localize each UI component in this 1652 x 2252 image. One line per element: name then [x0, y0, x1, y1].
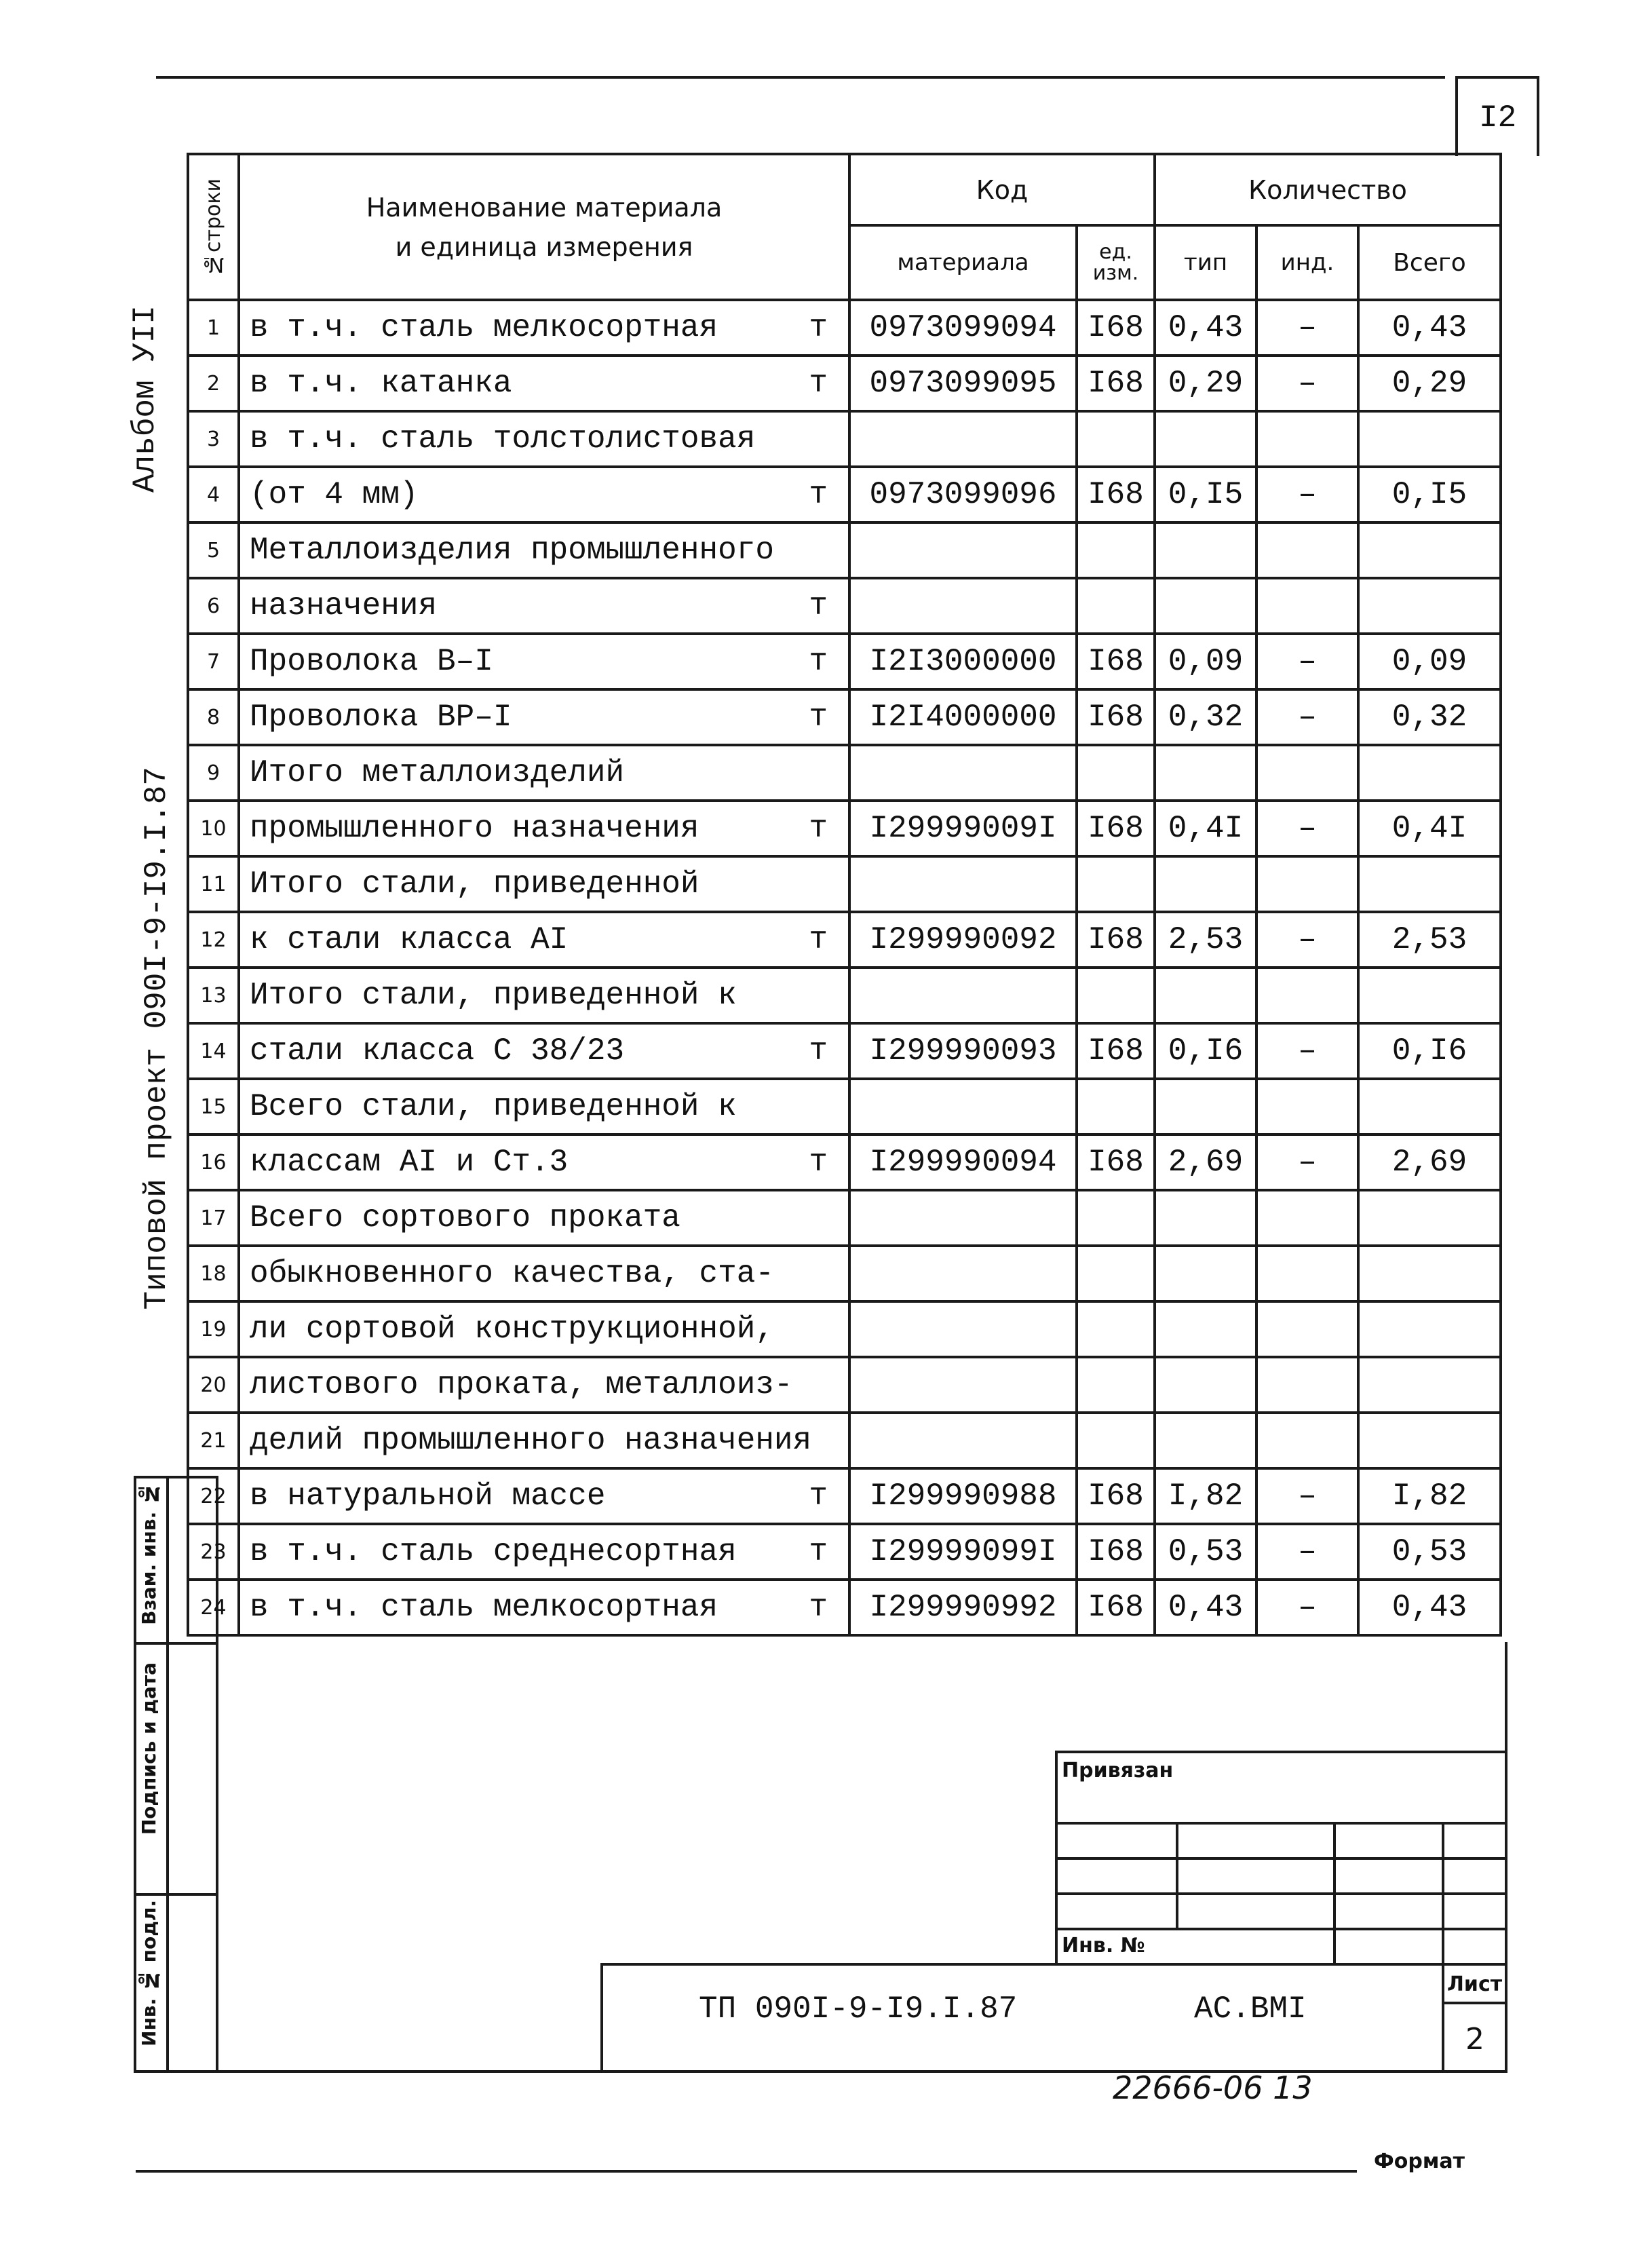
- format-label: Формат: [1374, 2150, 1465, 2173]
- material-name-cell: [239, 1468, 849, 1524]
- unit-label: т: [809, 588, 828, 624]
- table-row: [188, 356, 1501, 411]
- material-name: назначения: [250, 588, 438, 624]
- row-number-cell: 2: [188, 356, 239, 411]
- quantity-cell: [1358, 522, 1501, 578]
- material-code-cell: I299990992: [849, 1580, 1077, 1635]
- quantity-cell: 0,43: [1155, 300, 1256, 356]
- quantity-cell: 0,I5: [1155, 467, 1256, 522]
- row-number-cell: 9: [188, 745, 239, 801]
- left-stamp-outer-left: [134, 1476, 136, 2073]
- row-number-cell: 20: [188, 1357, 239, 1413]
- sheet-value: 2: [1465, 2022, 1484, 2057]
- table-row: [188, 1246, 1501, 1301]
- material-name: Всего стали, приведенной к: [250, 1089, 737, 1124]
- table-row: [188, 1580, 1501, 1635]
- row-number-cell: 16: [188, 1134, 239, 1190]
- row-number-cell: 14: [188, 1023, 239, 1079]
- quantity-cell: 0,I5: [1358, 467, 1501, 522]
- unit-label: т: [809, 811, 828, 846]
- material-code-cell: [849, 578, 1077, 634]
- material-name: классам АI и Ст.3: [250, 1145, 569, 1180]
- quantity-cell: –: [1256, 1023, 1358, 1079]
- table-row: [188, 801, 1501, 856]
- material-code-cell: [849, 1246, 1077, 1301]
- material-name: в т.ч. сталь среднесортная: [250, 1534, 737, 1569]
- qty-total-header: Всего: [1358, 225, 1501, 300]
- quantity-cell: –: [1256, 1524, 1358, 1580]
- quantity-cell: [1256, 745, 1358, 801]
- quantity-cell: 2,69: [1358, 1134, 1501, 1190]
- material-name-cell: [239, 1580, 849, 1635]
- material-name-cell: [239, 745, 849, 801]
- left-stamp-bottom: [134, 2070, 218, 2073]
- quantity-cell: 0,I6: [1358, 1023, 1501, 1079]
- quantity-cell: [1358, 1079, 1501, 1134]
- material-name-cell: [239, 689, 849, 745]
- quantity-cell: 0,43: [1155, 1580, 1256, 1635]
- qty-type-header: тип: [1155, 225, 1256, 300]
- quantity-cell: –: [1256, 300, 1358, 356]
- quantity-cell: [1358, 745, 1501, 801]
- unit-code-cell: I68: [1077, 801, 1155, 856]
- unit-code-cell: I68: [1077, 1580, 1155, 1635]
- material-name-cell: [239, 467, 849, 522]
- material-code-cell: I2I3000000: [849, 634, 1077, 689]
- unit-code-cell: [1077, 1079, 1155, 1134]
- quantity-cell: [1358, 968, 1501, 1023]
- material-name-cell: [239, 1413, 849, 1468]
- material-code-cell: 0973099094: [849, 300, 1077, 356]
- row-number-cell: 21: [188, 1413, 239, 1468]
- quantity-cell: [1155, 856, 1256, 912]
- unit-code-cell: [1077, 522, 1155, 578]
- material-name-cell: [239, 968, 849, 1023]
- left-stamp-sep1: [134, 1642, 218, 1645]
- unit-code-cell: I68: [1077, 634, 1155, 689]
- material-name: Проволока ВР–I: [250, 700, 512, 735]
- quantity-cell: [1155, 1413, 1256, 1468]
- quantity-cell: I,82: [1155, 1468, 1256, 1524]
- quantity-cell: [1358, 1413, 1501, 1468]
- table-row: [188, 467, 1501, 522]
- table-row: [188, 300, 1501, 356]
- unit-code-cell: [1077, 411, 1155, 467]
- unit-code-cell: [1077, 1301, 1155, 1357]
- material-code-cell: [849, 522, 1077, 578]
- frame-right-lower: [1505, 1642, 1507, 2073]
- row-number-cell: 18: [188, 1246, 239, 1301]
- quantity-cell: –: [1256, 1580, 1358, 1635]
- quantity-cell: 0,32: [1155, 689, 1256, 745]
- quantity-cell: [1256, 1079, 1358, 1134]
- quantity-cell: [1155, 578, 1256, 634]
- row-number-cell: 19: [188, 1301, 239, 1357]
- qty-ind-header: инд.: [1256, 225, 1358, 300]
- sheet-number: I2: [1479, 100, 1517, 136]
- material-name: Проволока В–I: [250, 644, 493, 679]
- quantity-cell: [1358, 856, 1501, 912]
- row-number-cell: 5: [188, 522, 239, 578]
- quantity-cell: 0,I6: [1155, 1023, 1256, 1079]
- material-name: в т.ч. сталь толстолистовая: [250, 421, 756, 457]
- table-row: [188, 968, 1501, 1023]
- sheet-box-left: [1455, 76, 1458, 156]
- left-stamp-divider: [166, 1476, 169, 2073]
- material-code-cell: I299990988: [849, 1468, 1077, 1524]
- unit-code-cell: [1077, 745, 1155, 801]
- table-row: [188, 745, 1501, 801]
- project-label: Типовой проект 090I-9-I9.I.87: [139, 767, 174, 1310]
- row-number-cell: 22: [188, 1468, 239, 1524]
- album-label: Альбом УII: [128, 305, 163, 493]
- material-code-cell: [849, 1413, 1077, 1468]
- quantity-cell: 0,53: [1155, 1524, 1256, 1580]
- table-row: [188, 689, 1501, 745]
- sheet-label: Лист: [1447, 1972, 1503, 1996]
- quantity-cell: [1358, 1190, 1501, 1246]
- material-name-cell: [239, 1079, 849, 1134]
- quantity-cell: I,82: [1358, 1468, 1501, 1524]
- quantity-cell: [1155, 1246, 1256, 1301]
- material-name: ли сортовой конструкционной,: [250, 1312, 774, 1347]
- quantity-cell: [1256, 411, 1358, 467]
- quantity-cell: 0,53: [1358, 1524, 1501, 1580]
- unit-code-cell: I68: [1077, 1023, 1155, 1079]
- material-code-cell: I2I4000000: [849, 689, 1077, 745]
- unit-label: т: [809, 477, 828, 512]
- row-number-cell: 15: [188, 1079, 239, 1134]
- unit-code-cell: [1077, 968, 1155, 1023]
- table-row: [188, 1524, 1501, 1580]
- material-code-cell: I29999009I: [849, 801, 1077, 856]
- unit-code-cell: I68: [1077, 467, 1155, 522]
- material-name-cell: [239, 578, 849, 634]
- material-code-cell: [849, 1301, 1077, 1357]
- table-row: [188, 1134, 1501, 1190]
- document-mark: АС.ВМI: [1194, 1991, 1307, 2027]
- unit-label: т: [809, 700, 828, 735]
- quantity-cell: [1155, 1190, 1256, 1246]
- top-border-line: [156, 76, 1445, 79]
- table-row: [188, 411, 1501, 467]
- document-code: ТП 090I-9-I9.I.87: [699, 1991, 1018, 2027]
- quantity-cell: [1155, 745, 1256, 801]
- bottom-page-line: [136, 2170, 1357, 2173]
- unit-label: т: [809, 644, 828, 679]
- quantity-cell: [1358, 1301, 1501, 1357]
- quantity-cell: [1155, 1079, 1256, 1134]
- material-name: Итого стали, приведенной: [250, 866, 699, 902]
- material-name: делий промышленного назначения: [250, 1423, 812, 1458]
- row-number-cell: 7: [188, 634, 239, 689]
- bound-label: Привязан: [1062, 1759, 1174, 1782]
- quantity-cell: 2,69: [1155, 1134, 1256, 1190]
- row-number-cell: 11: [188, 856, 239, 912]
- code-unit-header: ед. изм.: [1077, 225, 1155, 300]
- material-code-cell: I299990094: [849, 1134, 1077, 1190]
- quantity-cell: 0,43: [1358, 1580, 1501, 1635]
- table-row: [188, 1357, 1501, 1413]
- unit-label: т: [809, 922, 828, 957]
- material-code-cell: I299990092: [849, 912, 1077, 968]
- material-name-cell: [239, 912, 849, 968]
- quantity-cell: –: [1256, 634, 1358, 689]
- unit-label: т: [809, 366, 828, 401]
- material-name-cell: [239, 856, 849, 912]
- quantity-cell: [1358, 411, 1501, 467]
- material-code-cell: [849, 411, 1077, 467]
- material-code-cell: I299990093: [849, 1023, 1077, 1079]
- quantity-cell: –: [1256, 912, 1358, 968]
- row-number-cell: 23: [188, 1524, 239, 1580]
- unit-code-cell: [1077, 1246, 1155, 1301]
- quantity-cell: [1358, 1357, 1501, 1413]
- material-name-cell: [239, 1190, 849, 1246]
- materials-table: [187, 153, 1502, 1637]
- inv-original-label: Инв. № подл.: [138, 1900, 160, 2046]
- unit-label: т: [809, 1478, 828, 1514]
- unit-label: т: [809, 310, 828, 345]
- material-name: в т.ч. катанка: [250, 366, 512, 401]
- unit-code-cell: [1077, 1190, 1155, 1246]
- inv-replace-label: Взам. инв. №: [138, 1483, 160, 1625]
- quantity-cell: [1155, 1301, 1256, 1357]
- material-name: Металлоизделия промышленного: [250, 533, 774, 568]
- row-number-cell: 8: [188, 689, 239, 745]
- material-code-cell: [849, 968, 1077, 1023]
- row-number-cell: 1: [188, 300, 239, 356]
- quantity-cell: 0,09: [1358, 634, 1501, 689]
- unit-code-cell: I68: [1077, 912, 1155, 968]
- inv-no-label: Инв. №: [1062, 1934, 1145, 1958]
- unit-code-cell: I68: [1077, 356, 1155, 411]
- table-row: [188, 634, 1501, 689]
- material-name-cell: [239, 356, 849, 411]
- table-row: [188, 1301, 1501, 1357]
- quantity-cell: [1155, 522, 1256, 578]
- table-row: [188, 856, 1501, 912]
- material-name: Итого стали, приведенной к: [250, 978, 737, 1013]
- material-name: стали класса С 38/23: [250, 1033, 625, 1069]
- quantity-cell: 0,4I: [1155, 801, 1256, 856]
- quantity-cell: [1256, 968, 1358, 1023]
- table-row: [188, 1023, 1501, 1079]
- material-name-cell: [239, 522, 849, 578]
- material-name: в т.ч. сталь мелкосортная: [250, 1590, 718, 1625]
- quantity-cell: [1256, 856, 1358, 912]
- quantity-cell: –: [1256, 1468, 1358, 1524]
- frame-bottom: [216, 2070, 1507, 2073]
- quantity-cell: [1256, 1413, 1358, 1468]
- material-name-cell: [239, 1301, 849, 1357]
- unit-code-cell: I68: [1077, 300, 1155, 356]
- left-stamp-sep2: [134, 1893, 218, 1896]
- row-number-cell: 24: [188, 1580, 239, 1635]
- archive-number: 22666-06 13: [1113, 2069, 1313, 2106]
- quantity-cell: [1155, 1357, 1256, 1413]
- table-row: [188, 1413, 1501, 1468]
- quantity-cell: 0,29: [1358, 356, 1501, 411]
- row-number-cell: 12: [188, 912, 239, 968]
- material-name-cell: [239, 801, 849, 856]
- row-number-cell: 3: [188, 411, 239, 467]
- material-name-cell: [239, 411, 849, 467]
- material-name-cell: [239, 300, 849, 356]
- material-code-cell: I29999099I: [849, 1524, 1077, 1580]
- material-code-cell: [849, 1357, 1077, 1413]
- quantity-cell: –: [1256, 1134, 1358, 1190]
- unit-code-cell: [1077, 578, 1155, 634]
- quantity-cell: 0,4I: [1358, 801, 1501, 856]
- unit-code-cell: [1077, 1413, 1155, 1468]
- material-name: Итого металлоизделий: [250, 755, 625, 790]
- row-number-header: №строки: [188, 154, 239, 300]
- unit-label: т: [809, 1590, 828, 1625]
- unit-label: т: [809, 1033, 828, 1069]
- quantity-cell: 0,32: [1358, 689, 1501, 745]
- material-code-cell: [849, 1079, 1077, 1134]
- unit-code-cell: [1077, 856, 1155, 912]
- quantity-cell: [1256, 1190, 1358, 1246]
- quantity-cell: [1256, 1246, 1358, 1301]
- material-name: Всего сортового проката: [250, 1200, 680, 1236]
- material-name: к стали класса АI: [250, 922, 569, 957]
- material-name: листового проката, металлоиз-: [250, 1367, 793, 1402]
- quantity-cell: 0,29: [1155, 356, 1256, 411]
- code-material-header: материала: [849, 225, 1077, 300]
- sheet-box-right: [1537, 76, 1539, 156]
- material-code-cell: [849, 745, 1077, 801]
- quantity-cell: [1155, 411, 1256, 467]
- quantity-cell: –: [1256, 467, 1358, 522]
- table-row: [188, 1468, 1501, 1524]
- row-number-cell: 10: [188, 801, 239, 856]
- material-code-cell: [849, 856, 1077, 912]
- unit-code-cell: I68: [1077, 689, 1155, 745]
- material-code-cell: 0973099096: [849, 467, 1077, 522]
- material-name-cell: [239, 1524, 849, 1580]
- material-name-cell: [239, 1246, 849, 1301]
- sheet-box-top: [1455, 76, 1539, 79]
- signature-date-label: Подпись и дата: [138, 1662, 160, 1835]
- quantity-cell: 0,09: [1155, 634, 1256, 689]
- quantity-cell: [1155, 968, 1256, 1023]
- unit-code-cell: [1077, 1357, 1155, 1413]
- material-name-cell: [239, 1357, 849, 1413]
- row-number-cell: 13: [188, 968, 239, 1023]
- quantity-cell: 2,53: [1358, 912, 1501, 968]
- material-code-cell: 0973099095: [849, 356, 1077, 411]
- quantity-cell: 0,43: [1358, 300, 1501, 356]
- unit-code-cell: I68: [1077, 1134, 1155, 1190]
- material-name-cell: [239, 1023, 849, 1079]
- code-header: Код: [849, 154, 1155, 225]
- quantity-cell: 2,53: [1155, 912, 1256, 968]
- material-name: промышленного назначения: [250, 811, 699, 846]
- material-name-cell: [239, 634, 849, 689]
- material-name: в т.ч. сталь мелкосортная: [250, 310, 718, 345]
- quantity-cell: –: [1256, 356, 1358, 411]
- unit-code-cell: I68: [1077, 1524, 1155, 1580]
- quantity-header: Количество: [1155, 154, 1501, 225]
- table-row: [188, 578, 1501, 634]
- quantity-cell: [1256, 1301, 1358, 1357]
- row-number-cell: 6: [188, 578, 239, 634]
- quantity-cell: [1358, 1246, 1501, 1301]
- frame-left-lower: [216, 1642, 218, 2073]
- table-row: [188, 912, 1501, 968]
- material-name-cell: [239, 1134, 849, 1190]
- unit-label: т: [809, 1534, 828, 1569]
- table-row: [188, 1079, 1501, 1134]
- table-row: [188, 1190, 1501, 1246]
- quantity-cell: [1358, 578, 1501, 634]
- quantity-cell: [1256, 522, 1358, 578]
- quantity-cell: –: [1256, 689, 1358, 745]
- material-name: обыкновенного качества, ста-: [250, 1256, 774, 1291]
- table-row: [188, 522, 1501, 578]
- material-name: в натуральной массе: [250, 1478, 606, 1514]
- quantity-cell: –: [1256, 801, 1358, 856]
- row-number-cell: 4: [188, 467, 239, 522]
- name-header: Наименование материала и единица измерения: [239, 154, 849, 300]
- unit-code-cell: I68: [1077, 1468, 1155, 1524]
- row-number-cell: 17: [188, 1190, 239, 1246]
- material-name: (от 4 мм): [250, 477, 419, 512]
- material-code-cell: [849, 1190, 1077, 1246]
- quantity-cell: [1256, 578, 1358, 634]
- quantity-cell: [1256, 1357, 1358, 1413]
- unit-label: т: [809, 1145, 828, 1180]
